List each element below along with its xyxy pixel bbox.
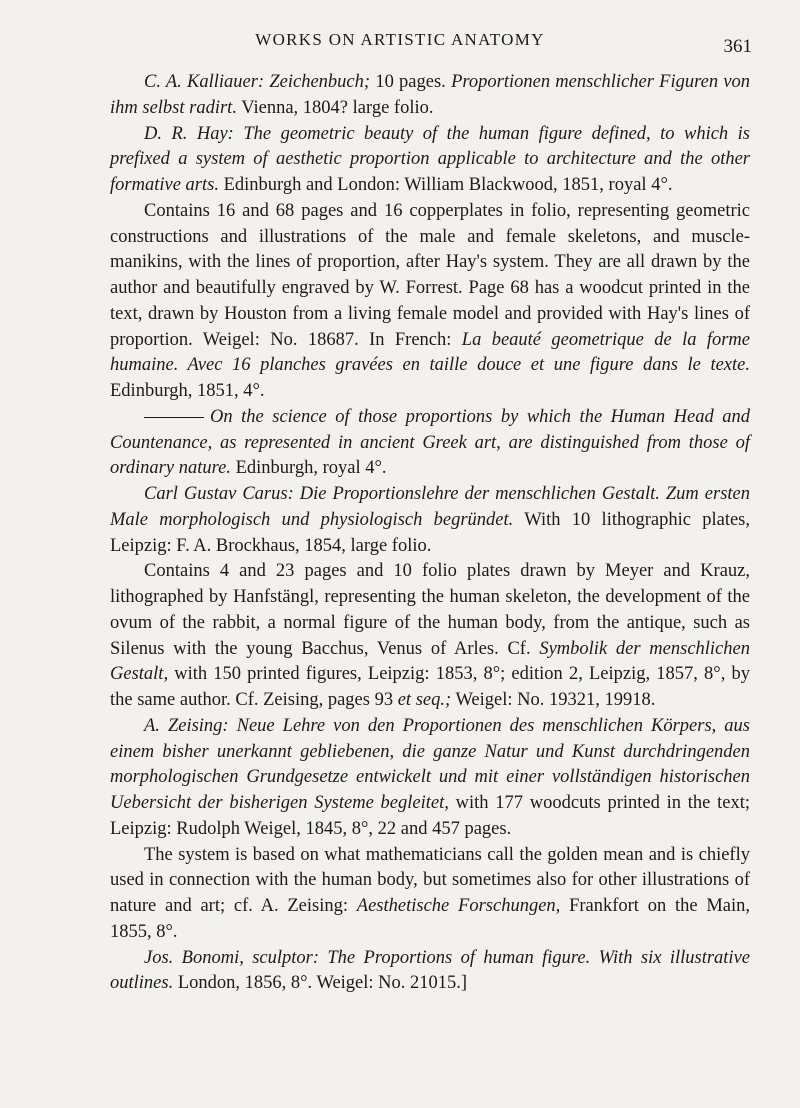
entry-zeising — [110, 714, 750, 843]
entry-title: The geometric beauty of the human figure defined, to which is prefixed a system of aesthetic proportion applicable to architecture and the other formative arts. — [110, 123, 751, 195]
entry-imprint: Vienna, 1804? large folio. — [241, 97, 434, 118]
entry-pages: 10 pages. — [375, 72, 446, 92]
et-seq: et seq.; — [397, 690, 452, 710]
entry-imprint: With 10 lithographic plates, Leipzig: F. A. Brockhaus, 1854, large folio. — [110, 509, 751, 556]
description-text: Weigel: No. 19321, 19918. — [455, 690, 656, 710]
entry-title: On the science of those proportions by which the Human Head and Countenance, as represented in ancient Greek art, are distinguished from those of ordinary nature. — [110, 406, 750, 479]
entry-imprint: with 177 woodcuts printed in the text; Leipzig: Rudolph Weigel, 1845, 8°, 22 and 457 pages. — [110, 793, 751, 839]
page-number: 361 — [723, 36, 752, 57]
entry-title: Die Proportionslehre der menschlichen Gestalt. Zum ersten Male morphologisch und physiologisch begründet. — [110, 484, 750, 530]
entry-imprint: London, 1856, 8°. Weigel: No. 21015.] — [177, 973, 468, 994]
cf-title: Symbolik der menschlichen Gestalt, — [110, 638, 750, 685]
entry-bonomi — [110, 946, 750, 998]
entry-title: Zeichenbuch; — [269, 72, 371, 92]
entry-title: The Proportions of human figure. With six illustrative outlines. — [110, 947, 750, 994]
description-text: Contains 16 and 68 pages and 16 copperplates in folio, representing geometric constructions and illustrations of the male and female skeletons, and muscle-manikins, with the lines of proportion, after Hay's system. They are all drawn by the author and beautifully engraved by W. Forrest. Page 68 has a woodcut printed in the text, drawn by Houston from a living female model and provided with Hay's lines of proportion. Weigel: No. 18687. In French: — [110, 200, 750, 350]
entry-hay-second — [110, 405, 750, 482]
description-text: with 150 printed figures, Leipzig: 1853, 8°; edition 2, Leipzig, 1857, 8°, by the same author. Cf. Zeising, pages 93 — [110, 664, 750, 710]
entry-author: Carl Gustav Carus: — [144, 484, 294, 504]
entry-subtitle: Proportionen menschlicher Figuren von ihm selbst radirt. — [110, 72, 751, 118]
entry-hay-description — [110, 199, 750, 405]
page-header — [0, 30, 800, 57]
french-title: La beauté geometrique de la forme humaine. Avec 16 planches gravées en taille douce et une figure dans le texte. — [110, 329, 751, 376]
entry-hay — [110, 122, 750, 199]
running-title: WORKS ON ARTISTIC ANATOMY — [255, 30, 545, 49]
description-text: Frankfort on the Main, 1855, 8°. — [110, 896, 751, 942]
entry-imprint: Edinburgh, royal 4°. — [235, 458, 387, 479]
entry-title: Neue Lehre von den Proportionen des menschlichen Körpers, aus einem bisher unerkannt gebliebenen, die ganze Natur und Kunst durchdringenden morphologischen Grundgesetze entwickelt und mit einer vollständigen historischen Uebersicht der bisherigen Systeme begleitet, — [110, 715, 751, 813]
entry-author: C. A. Kalliauer: — [144, 72, 265, 92]
entry-author: D. R. Hay: — [144, 123, 234, 144]
entry-zeising-description — [110, 843, 750, 946]
description-text: Contains 4 and 23 pages and 10 folio plates drawn by Meyer and Krauz, lithographed by Hanfstängl, representing the human skeleton, the development of the ovum of the rabbit, a normal figure of the human body, from the antique, such as Silenus with the young Bacchus, Venus of Arles. Cf. — [110, 561, 750, 659]
description-text: The system is based on what mathematicians call the golden mean and is chiefly used in connection with the human body, but sometimes also for other illustrations of nature and art; cf. A. Zeising: — [110, 844, 750, 916]
entry-imprint: Edinburgh and London: William Blackwood, 1851, royal 4°. — [223, 175, 673, 195]
entry-kalliauer — [110, 70, 750, 122]
entry-author: A. Zeising: — [144, 715, 229, 736]
description-imprint: Edinburgh, 1851, 4°. — [110, 381, 265, 401]
entry-carus-description — [110, 559, 750, 714]
cf-title: Aesthetische Forschungen, — [356, 896, 561, 916]
entry-author: Jos. Bonomi, sculptor: — [144, 947, 320, 968]
entry-carus — [110, 482, 750, 559]
ditto-dash — [144, 417, 204, 418]
bibliography-text — [110, 70, 750, 997]
